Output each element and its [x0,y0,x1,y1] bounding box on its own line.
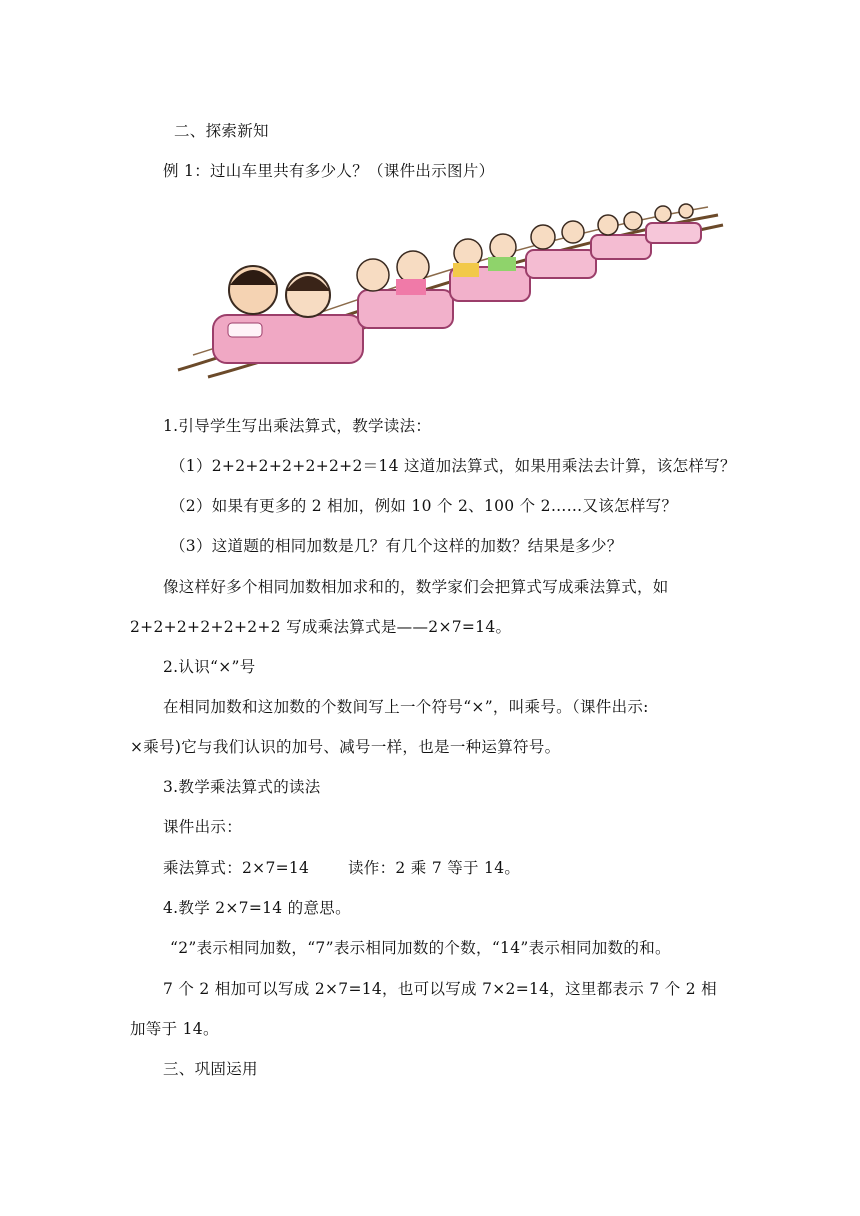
courseware-label: 课件出示： [163,818,243,836]
paragraph-1-line-1: 像这样好多个相同加数相加求和的，数学家们会把算式写成乘法算式，如 [163,578,669,596]
question-1: （1）2+2+2+2+2+2+2＝14 这道加法算式，如果用乘法去计算，该怎样写？ [170,457,736,475]
paragraph-3-line-1: 7 个 2 相加可以写成 2×7=14，也可以写成 7×2=14，这里都表示 7 个 2 相 [163,980,717,998]
item-1-heading: 1.引导学生写出乘法算式，教学读法： [163,417,432,435]
paragraph-3-line-2: 加等于 14。 [130,1020,219,1038]
meaning-line: “2”表示相同加数，“7”表示相同加数的个数，“14”表示相同加数的和。 [170,939,671,957]
example-1-text: 例 1：过山车里共有多少人？（课件出示图片） [163,162,495,180]
question-3: （3）这道题的相同加数是几？有几个这样的加数？结果是多少？ [170,537,623,555]
paragraph-2-line-1: 在相同加数和这加数的个数间写上一个符号“×”，叫乘号。（课件出示: [163,698,649,716]
item-3-heading: 3.教学乘法算式的读法 [163,778,321,796]
paragraph-1-line-2: 2+2+2+2+2+2+2 写成乘法算式是——2×7=14。 [130,618,512,636]
formula-reading: 读作：2 乘 7 等于 14。 [348,859,521,877]
roller-coaster-illustration [168,195,728,380]
section-heading-practice: 三、巩固运用 [163,1060,258,1078]
paragraph-2-line-2: ×乘号)它与我们认识的加号、减号一样，也是一种运算符号。 [130,738,561,756]
formula-written: 乘法算式：2×7=14 [163,859,310,877]
section-heading-explore: 二、探索新知 [174,122,269,140]
item-2-heading: 2.认识“×”号 [163,658,256,676]
question-2: （2）如果有更多的 2 相加，例如 10 个 2、100 个 2……又该怎样写？ [170,497,678,515]
item-4-heading: 4.教学 2×7=14 的意思。 [163,899,351,917]
